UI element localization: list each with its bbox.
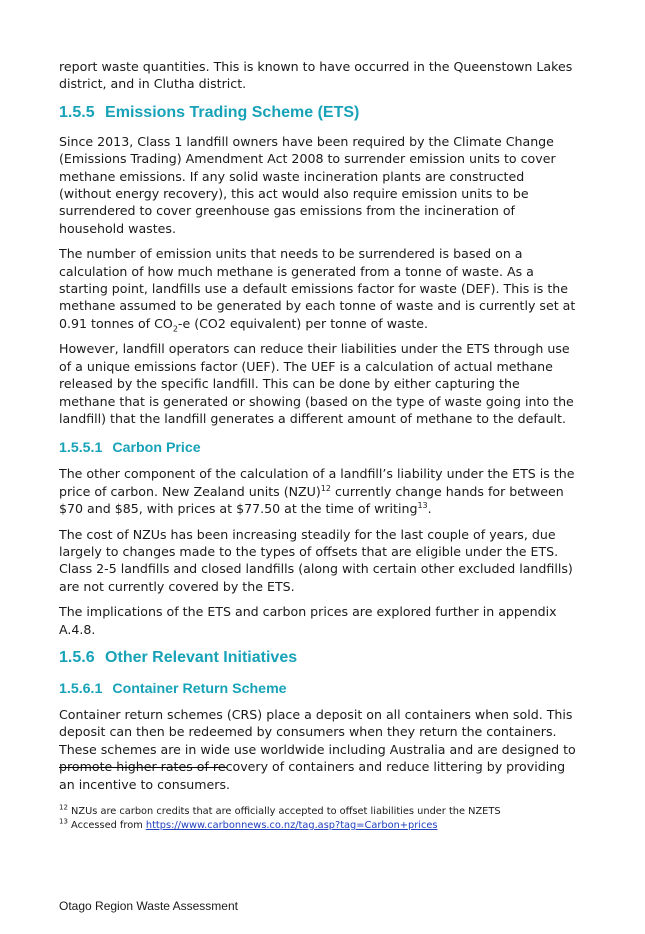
section-title: Carbon Price xyxy=(112,440,201,457)
intro-line-2: district, and in Clutha district. xyxy=(59,76,247,92)
page-footer: Otago Region Waste Assessment xyxy=(59,899,238,913)
footnote-ref-12[interactable]: 12 xyxy=(320,483,331,493)
section-heading-1-5-6 xyxy=(59,648,579,668)
footnotes xyxy=(59,805,599,833)
carbonnews-link[interactable]: https://www.carbonnews.co.nz/tag.asp?tag=Carbon+prices xyxy=(145,820,438,831)
carbon-price-paragraph-3: The implications of the ETS and carbon prices are explored further in appendix A.4.8. xyxy=(59,604,557,637)
ets-paragraph-3: However, landfill operators can reduce their liabilities under the ETS through use of a unique emissions factor (UEF). The UEF is a calculation of actual methane released by the specific landfill. This can be done by either capturing the methane that is generated or showing (based on the type of waste going into the landfill) that the landfill generates a different amount of methane to the default. xyxy=(59,341,574,426)
section-number: 1.5.6.1 xyxy=(59,680,103,697)
carbon-price-paragraph-2: The cost of NZUs has been increasing steadily for the last couple of years, due largely to changes made to the types of offsets that are eligible under the ETS. Class 2-5 landfills and closed landfills (along with certain other excluded landfills) are not currently covered by the ETS. xyxy=(59,526,573,594)
page-body xyxy=(59,58,579,801)
footnote-divider xyxy=(59,767,227,768)
footnote-13: $^{13}$ Accessed from https://www.carbonnews.co.nz/tag.asp?tag=Carbon+prices xyxy=(59,817,438,831)
section-number: 1.5.5 xyxy=(59,103,95,121)
ets-paragraph-2: The number of emission units that needs to be surrendered is based on a calculation of how much methane is generated from a tonne of waste. As a starting point, landfills use a default emissions factor for waste (DEF). This is the methane assumed to be generated by each tonne of waste and is currently set at 0.91 tonnes of $CO_2-e$ (CO2 equivalent) per tonne of waste. xyxy=(59,246,576,334)
section-number: 1.5.5.1 xyxy=(59,440,103,457)
footnote-ref-13[interactable]: 13 xyxy=(417,500,428,510)
section-title: Emissions Trading Scheme (ETS) xyxy=(105,103,360,121)
crs-paragraph-1: Container return schemes (CRS) place a deposit on all containers when sold. This deposit can then be redeemed by consumers when they return the containers. These schemes are in wide use worldwide including Australia and are designed to promote higher rates of recovery of containers and reduce littering by providing an incentive to consumers. xyxy=(59,706,576,792)
section-title: Container Return Scheme xyxy=(112,680,287,697)
section-heading-1-5-5 xyxy=(59,103,579,123)
subscript: 2 xyxy=(172,324,178,334)
carbon-price-paragraph-1: The other component of the calculation of a landfill’s liability under the ETS is the price of carbon. New Zealand units (NZU)$^{12}$ currently change hands for between $70 and $85, with prices at $77.50 at the time of writing$^{13}$. xyxy=(59,466,575,517)
section-heading-1-5-5-1 xyxy=(59,439,579,457)
ets-paragraph-1: Since 2013, Class 1 landfill owners have been required by the Climate Change (Emissions Trading) Amendment Act 2008 to surrender emission units to cover methane emissions. If any solid waste incineration plants are constructed (without energy recovery), this act would also require emission units to be surrendered to cover greenhouse gas emissions from the incineration of household wastes. xyxy=(59,133,556,236)
section-number: 1.5.6 xyxy=(59,648,95,666)
intro-paragraph xyxy=(59,58,579,93)
footnote-12: $^{12}$ NZUs are carbon credits that are officially accepted to offset liabilities under the NZETS xyxy=(59,803,501,817)
section-title: Other Relevant Initiatives xyxy=(105,648,298,666)
section-heading-1-5-6-1 xyxy=(59,680,579,698)
intro-line-1: report waste quantities. This is known to have occurred in the Queenstown Lakes xyxy=(59,59,573,74)
